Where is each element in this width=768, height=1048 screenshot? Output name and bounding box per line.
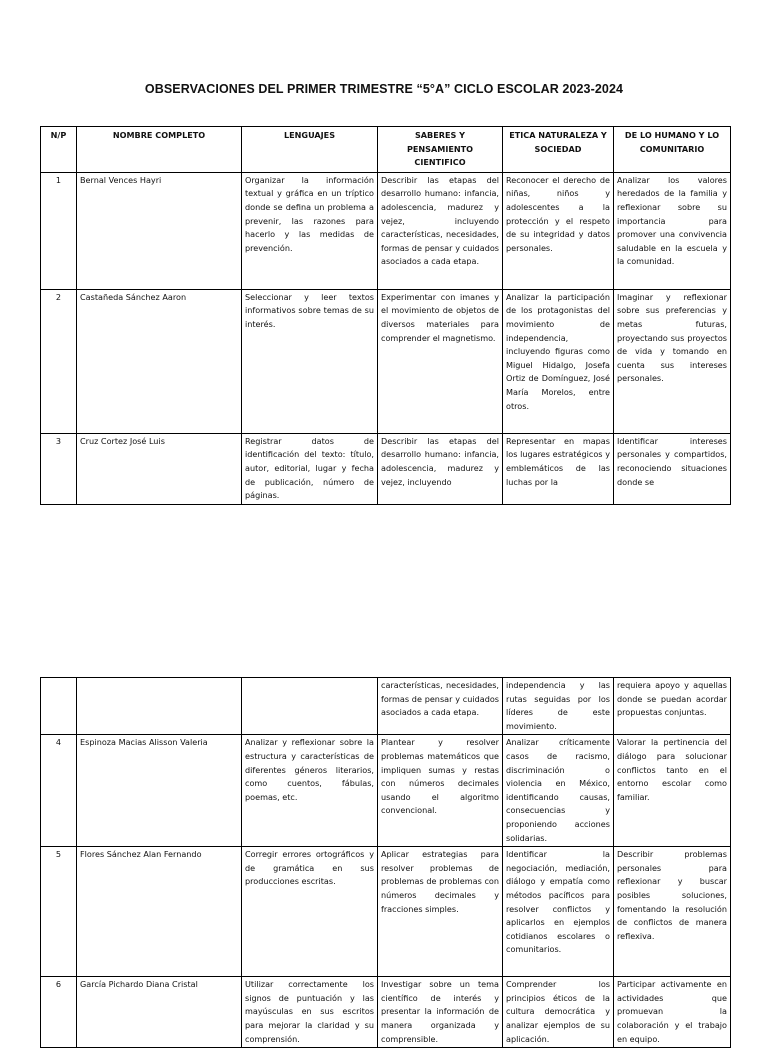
row-number [41, 678, 77, 735]
student-name: Flores Sánchez Alan Fernando [77, 847, 242, 977]
table-row [41, 977, 731, 1048]
etica-cell: Representar en mapas los lugares estratégicos y emblemáticos de las luchas por la [503, 433, 614, 504]
humano-cell: Identificar intereses personales y compartidos, reconociendo situaciones donde se [614, 433, 731, 504]
student-name: Espinoza Macias Alisson Valeria [77, 735, 242, 847]
lenguajes-cell: Seleccionar y leer textos informativos sobre temas de su interés. [242, 289, 378, 433]
table-row [41, 172, 731, 289]
humano-cell: requiera apoyo y aquellas donde se puedan acordar propuestas conjuntas. [614, 678, 731, 735]
header-lenguajes: LENGUAJES [242, 127, 378, 173]
saberes-cell: Describir las etapas del desarrollo humano: infancia, adolescencia, madurez y vejez, incluyendo características, necesidades, formas de pensar y cuidados asociados a cada etapa. [378, 172, 503, 289]
header-etica: ETICA NATURALEZA Y SOCIEDAD [503, 127, 614, 173]
header-saberes: SABERES Y PENSAMIENTO CIENTIFICO [378, 127, 503, 173]
etica-cell: Analizar la participación de los protagonistas del movimiento de independencia, incluyendo figuras como Miguel Hidalgo, Josefa Ortiz de Domínguez, José María Morelos, entre otros. [503, 289, 614, 433]
etica-cell: independencia y las rutas seguidas por los líderes de este movimiento. [503, 678, 614, 735]
lenguajes-cell: Registrar datos de identificación del texto: título, autor, editorial, lugar y fecha de publicación, número de páginas. [242, 433, 378, 504]
lenguajes-cell: Analizar y reflexionar sobre la estructura y características de diferentes géneros literarios, como cuentos, fábulas, poemas, etc. [242, 735, 378, 847]
table-row [41, 289, 731, 433]
student-name: García Pichardo Diana Cristal [77, 977, 242, 1048]
table-row [41, 433, 731, 504]
student-name [77, 678, 242, 735]
saberes-cell: Aplicar estrategias para resolver problemas de problemas de problemas con números decimales y fracciones simples. [378, 847, 503, 977]
humano-cell: Imaginar y reflexionar sobre sus preferencias y metas futuras, proyectando sus proyectos de vida y tomando en cuenta sus intereses personales. [614, 289, 731, 433]
saberes-cell: Investigar sobre un tema científico de interés y presentar la información de manera organizada y comprensible. [378, 977, 503, 1048]
row-number: 4 [41, 735, 77, 847]
humano-cell: Participar activamente en actividades que promuevan la colaboración y el trabajo en equipo. [614, 977, 731, 1048]
lenguajes-cell [242, 678, 378, 735]
humano-cell: Analizar los valores heredados de la familia y reflexionar sobre su importancia para promover una convivencia saludable en la escuela y la comunidad. [614, 172, 731, 289]
saberes-cell: características, necesidades, formas de pensar y cuidados asociados a cada etapa. [378, 678, 503, 735]
lenguajes-cell: Corregir errores ortográficos y de gramática en sus producciones escritas. [242, 847, 378, 977]
etica-cell: Reconocer el derecho de niñas, niños y adolescentes a la protección y el respeto de su integridad y datos personales. [503, 172, 614, 289]
table-row [41, 847, 731, 977]
humano-cell: Describir problemas personales para reflexionar y buscar posibles soluciones, fomentando la resolución de conflictos de manera reflexiva. [614, 847, 731, 977]
header-name: NOMBRE COMPLETO [77, 127, 242, 173]
header-np: N/P [41, 127, 77, 173]
saberes-cell: Experimentar con imanes y el movimiento de objetos de diversos materiales para comprender el magnetismo. [378, 289, 503, 433]
saberes-cell: Plantear y resolver problemas matemáticos que impliquen sumas y restas con números decimales usando el algoritmo convencional. [378, 735, 503, 847]
etica-cell: Identificar la negociación, mediación, diálogo y empatía como métodos pacíficos para resolver conflictos y aplicarlos en ejemplos cotidianos escolares o comunitarios. [503, 847, 614, 977]
table-row [41, 735, 731, 847]
student-name: Castañeda Sánchez Aaron [77, 289, 242, 433]
etica-cell: Comprender los principios éticos de la cultura democrática y analizar ejemplos de su aplicación. [503, 977, 614, 1048]
row-number: 1 [41, 172, 77, 289]
row-number: 2 [41, 289, 77, 433]
humano-cell: Valorar la pertinencia del diálogo para solucionar conflictos tanto en el entorno escolar como familiar. [614, 735, 731, 847]
observations-table-page-1 [40, 126, 731, 505]
document-title: OBSERVACIONES DEL PRIMER TRIMESTRE “5°A” CICLO ESCOLAR 2023-2024 [144, 82, 624, 96]
lenguajes-cell: Organizar la información textual y gráfica en un tríptico donde se defina un problema a prevenir, las razones para hacerlo y las medidas de prevención. [242, 172, 378, 289]
row-number: 3 [41, 433, 77, 504]
observations-table-page-2 [40, 677, 731, 1048]
header-humano: DE LO HUMANO Y LO COMUNITARIO [614, 127, 731, 173]
lenguajes-cell: Utilizar correctamente los signos de puntuación y las mayúsculas en sus escritos para mejorar la claridad y su comprensión. [242, 977, 378, 1048]
row-number: 5 [41, 847, 77, 977]
table-header-row [41, 127, 731, 173]
student-name: Bernal Vences Hayri [77, 172, 242, 289]
row-number: 6 [41, 977, 77, 1048]
etica-cell: Analizar críticamente casos de racismo, discriminación o violencia en México, identificando causas, consecuencias y proponiendo acciones solidarias. [503, 735, 614, 847]
table-row-continuation [41, 678, 731, 735]
saberes-cell: Describir las etapas del desarrollo humano: infancia, adolescencia, madurez y vejez, incluyendo [378, 433, 503, 504]
student-name: Cruz Cortez José Luis [77, 433, 242, 504]
